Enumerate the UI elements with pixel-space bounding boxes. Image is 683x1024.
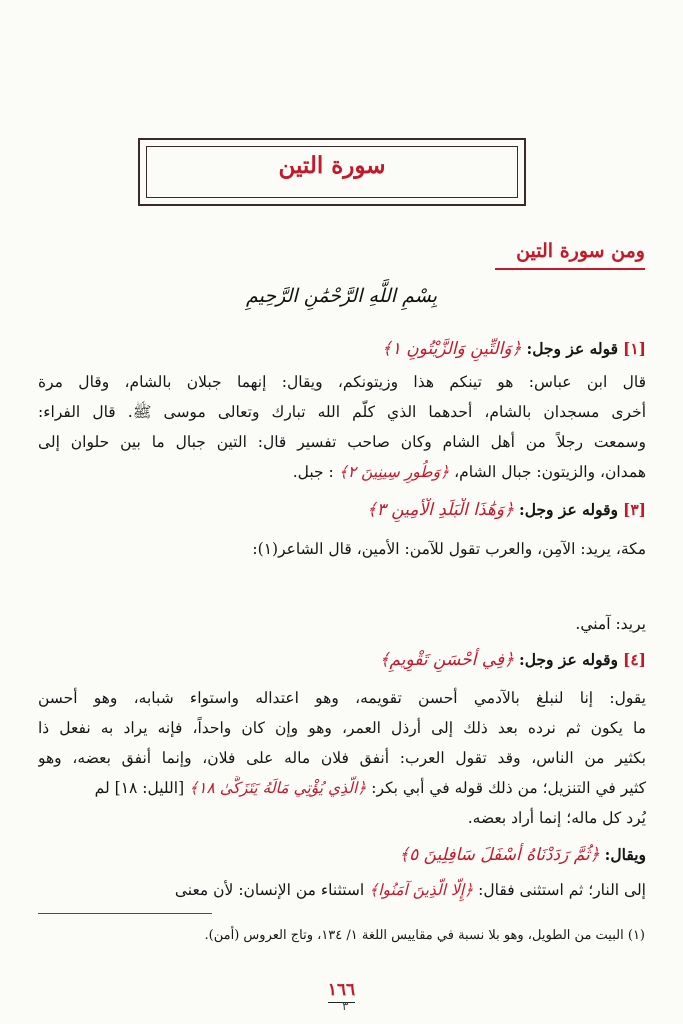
page-number [0,980,683,1000]
text-span: [الليل: ١٨] لم [94,779,185,797]
verse-number: [١] [622,339,646,358]
text-span: استثناء من الإنسان: لأن معنى [174,881,365,899]
paragraph-line: وسمعت رجلاً من أهل الشام وكان صاحب تفسير قال: التين جبال ما بين حلوان إلى [38,433,646,451]
text-span: همدان، والزيتون: جبال الشام، [454,463,646,481]
footnote: (١) البيت من الطويل، وهو بلا نسبة في مقاييس اللغة ١/ ١٣٤، وتاج العروس (أمن). [204,928,645,943]
quran-quote: ﴿الَّذِي يُؤْتِي مَالَهُ يَتَزَكَّىٰ ١٨﴾ [189,779,367,797]
paragraph-line: يقول: إنا لنبلغ بالآدمي أحسن تقويمه، وهو اعتداله واستواء شبابه، وهو أحسن [38,689,646,707]
verse-label: وقوله عز وجل: [518,500,619,519]
paragraph-line [38,460,646,484]
verse-label: وقوله عز وجل: [518,650,619,669]
paragraph-line: مكة، يريد: الآمِن، والعرب تقول للآمن: الأمين، قال الشاعر(١): [252,540,646,558]
basmala: بِسْمِ اللَّهِ الرَّحْمَٰنِ الرَّحِيمِ [246,285,437,307]
verse-number: [٣] [622,500,646,519]
footnote-separator [38,913,212,914]
paragraph-line: قال ابن عباس: هو تينكم هذا وزيتونكم، ويقال: إنهما جبلان بالشام، وقال مرة [38,373,646,391]
paragraph-line [38,878,646,902]
verse-label: قوله عز وجل: [526,339,619,358]
verse-label: ويقال: [604,845,646,864]
quran-quote: ﴿وَطُورِ سِينِينَ ٢﴾ [338,463,450,481]
quran-quote: ﴿ثُمَّ رَدَدْنَاهُ أَسْفَلَ سَافِلِينَ ٥﴾ [399,845,600,865]
section-heading: ومن سورة التين [516,240,645,262]
text-span: كثير في التنزيل؛ من ذلك قوله في أبي بكر: [371,779,646,797]
page-number-text: ١٦٦ [328,980,355,1003]
section-heading-underline [495,268,645,270]
verse-4-heading [38,648,646,672]
quran-quote: ﴿إِلَّا الَّذِينَ آمَنُوا﴾ [369,881,474,899]
verse-number: [٤] [622,650,646,669]
paragraph-line: يُرد كل ماله؛ إنما أراد بعضه. [467,809,646,827]
text-span: : جبل. [292,463,334,481]
text-span: إلى النار؛ ثم استثنى فقال: [478,881,646,899]
paragraph-line: بكثير من الناس، وقد تقول العرب: أنفق فلان ماله على فلان، وإنما أنفق بعضه، وهو [38,749,646,767]
verse-5-heading [38,843,646,867]
verse-1-heading [38,337,646,361]
paragraph-line: أخرى مسجدان بالشام، أحدهما الذي كلّم الله تبارك وتعالى موسى ﷺ. قال الفراء: [38,403,646,421]
paragraph-line: يريد: آمني. [575,615,646,633]
chapter-title-frame [138,138,526,206]
signature-mark: ٣ [342,999,349,1013]
verse-3-heading [38,498,646,522]
quran-quote: ﴿فِي أَحْسَنِ تَقْوِيمٍ﴾ [379,650,515,670]
paragraph-line: ما يكون ثم نرده بعد ذلك إلى أرذل العمر، وهو وإن كان واحداً، فإنه يراد به نفعل ذا [38,719,646,737]
quran-quote: ﴿وَهَٰذَا الْبَلَدِ الْأَمِينِ ٣﴾ [366,500,515,520]
chapter-title: سورة التين [278,152,386,179]
quran-quote: ﴿وَالتِّينِ وَالزَّيْتُونِ ١﴾ [381,339,522,359]
paragraph-line [38,776,646,800]
